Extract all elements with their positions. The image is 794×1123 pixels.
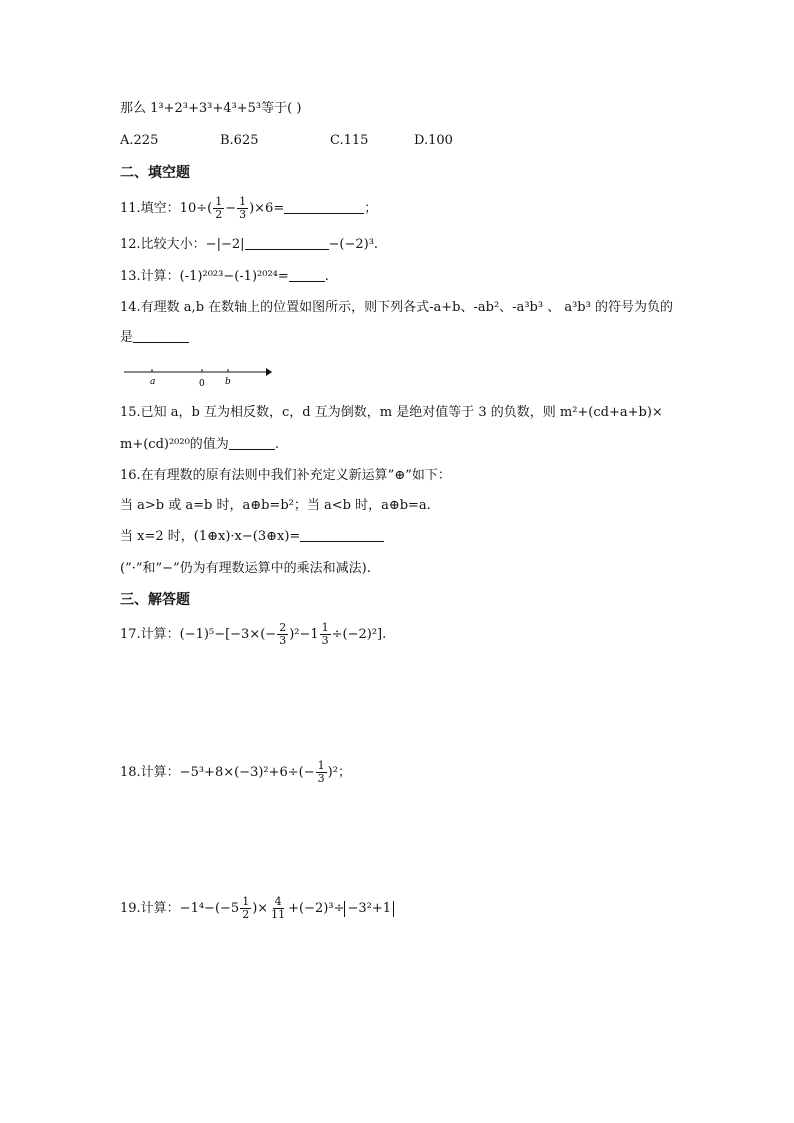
section-heading-solve: 三、解答题	[120, 592, 190, 608]
q12-suffix: −(−2)³.	[328, 237, 379, 252]
q14-line2: 是	[120, 329, 189, 347]
q17-suffix: ÷(−2)²].	[331, 627, 387, 642]
q15-line2: m+(cd)²⁰²⁰的值为 .	[120, 437, 279, 452]
q11-fraction-2: $\frac{1}{3}$	[239, 195, 247, 221]
option-d: D.100	[414, 133, 453, 148]
option-a: A.225	[120, 133, 159, 148]
q16-answer-blank[interactable]	[300, 529, 384, 542]
q16-line4: (”·”和”−”仍为有理数运算中的乘法和减法).	[120, 561, 371, 576]
option-b: B.625	[220, 133, 259, 148]
q16-line3: 当 x=2 时，(1⊕x)·x−(3⊕x)=	[120, 528, 384, 546]
q17-fraction-1: $\frac{2}{3}$	[279, 621, 287, 647]
q19-prefix: 19.计算：−1⁴−(−5	[120, 901, 240, 916]
q19-fraction-1: $\frac{1}{2}$	[242, 895, 250, 921]
label-a: a	[150, 377, 156, 387]
q18-prefix: 18.计算：−5³+8×(−3)²+6÷(−	[120, 765, 315, 780]
q11-fraction-1: $\frac{1}{2}$	[215, 195, 223, 221]
q13: 13.计算：(-1)²⁰²³−(-1)²⁰²⁴= .	[120, 269, 329, 284]
q19: 19.计算：−1⁴−(−5 $\frac{1}{2}$ )× $\frac{4}{11}$ +(−2)³÷ −3²+1	[120, 896, 394, 922]
q15-line1: 15.已知 a，b 互为相反数，c，d 互为倒数，m 是绝对值等于 3 的负数，则 m²+(cd+a+b)×	[120, 405, 663, 420]
q13-answer-blank[interactable]	[289, 269, 325, 282]
q19-fraction-2: $\frac{4}{11}$	[271, 895, 286, 921]
q11-suffix: )×6=	[249, 201, 285, 216]
q19-absolute-value: −3²+1	[344, 901, 394, 917]
q17: 17.计算：(−1)⁵−[−3×(− $\frac{2}{3}$ )²−1 $\frac{1}{3}$ ÷(−2)²].	[120, 621, 387, 647]
q10-options	[120, 132, 453, 150]
q11: 11.填空：10÷( $\frac{1}{2}$ − $\frac{1}{3}$ )×6= ；	[120, 195, 378, 221]
q11-prefix: 11.填空：10÷(	[120, 201, 213, 216]
section-heading-fill: 二、填空题	[120, 165, 190, 181]
q17-prefix: 17.计算：(−1)⁵−[−3×(−	[120, 627, 277, 642]
q10-stem: 那么 1³+2³+3³+4³+5³等于( )	[120, 101, 302, 116]
q13-prefix: 13.计算：(-1)²⁰²³−(-1)²⁰²⁴=	[120, 269, 289, 284]
q14-line1: 14.有理数 a,b 在数轴上的位置如图所示，则下列各式-a+b、-ab²、-a³b³ 、 a³b³ 的符号为负的	[120, 300, 673, 315]
q11-answer-blank[interactable]	[284, 201, 364, 214]
q12	[120, 236, 378, 254]
q12-prefix: 12.比较大小：−|−2|	[120, 237, 245, 252]
label-b: b	[225, 377, 231, 387]
q17-fraction-2: $\frac{1}{3}$	[321, 621, 329, 647]
q16-line2: 当 a>b 或 a=b 时，a⊕b=b²；当 a<b 时，a⊕b=a.	[120, 498, 431, 513]
q18-fraction: $\frac{1}{3}$	[317, 759, 325, 785]
q15-answer-blank[interactable]	[229, 437, 275, 450]
q12-answer-blank[interactable]	[245, 237, 329, 250]
label-zero: 0	[199, 379, 205, 389]
q18	[120, 760, 351, 786]
q18-suffix: )²；	[327, 765, 351, 780]
q16-line1: 16.在有理数的原有法则中我们补充定义新运算”⊕”如下：	[120, 468, 451, 483]
option-c: C.115	[330, 133, 369, 148]
q14-answer-blank[interactable]	[133, 330, 189, 343]
number-line	[120, 362, 275, 390]
